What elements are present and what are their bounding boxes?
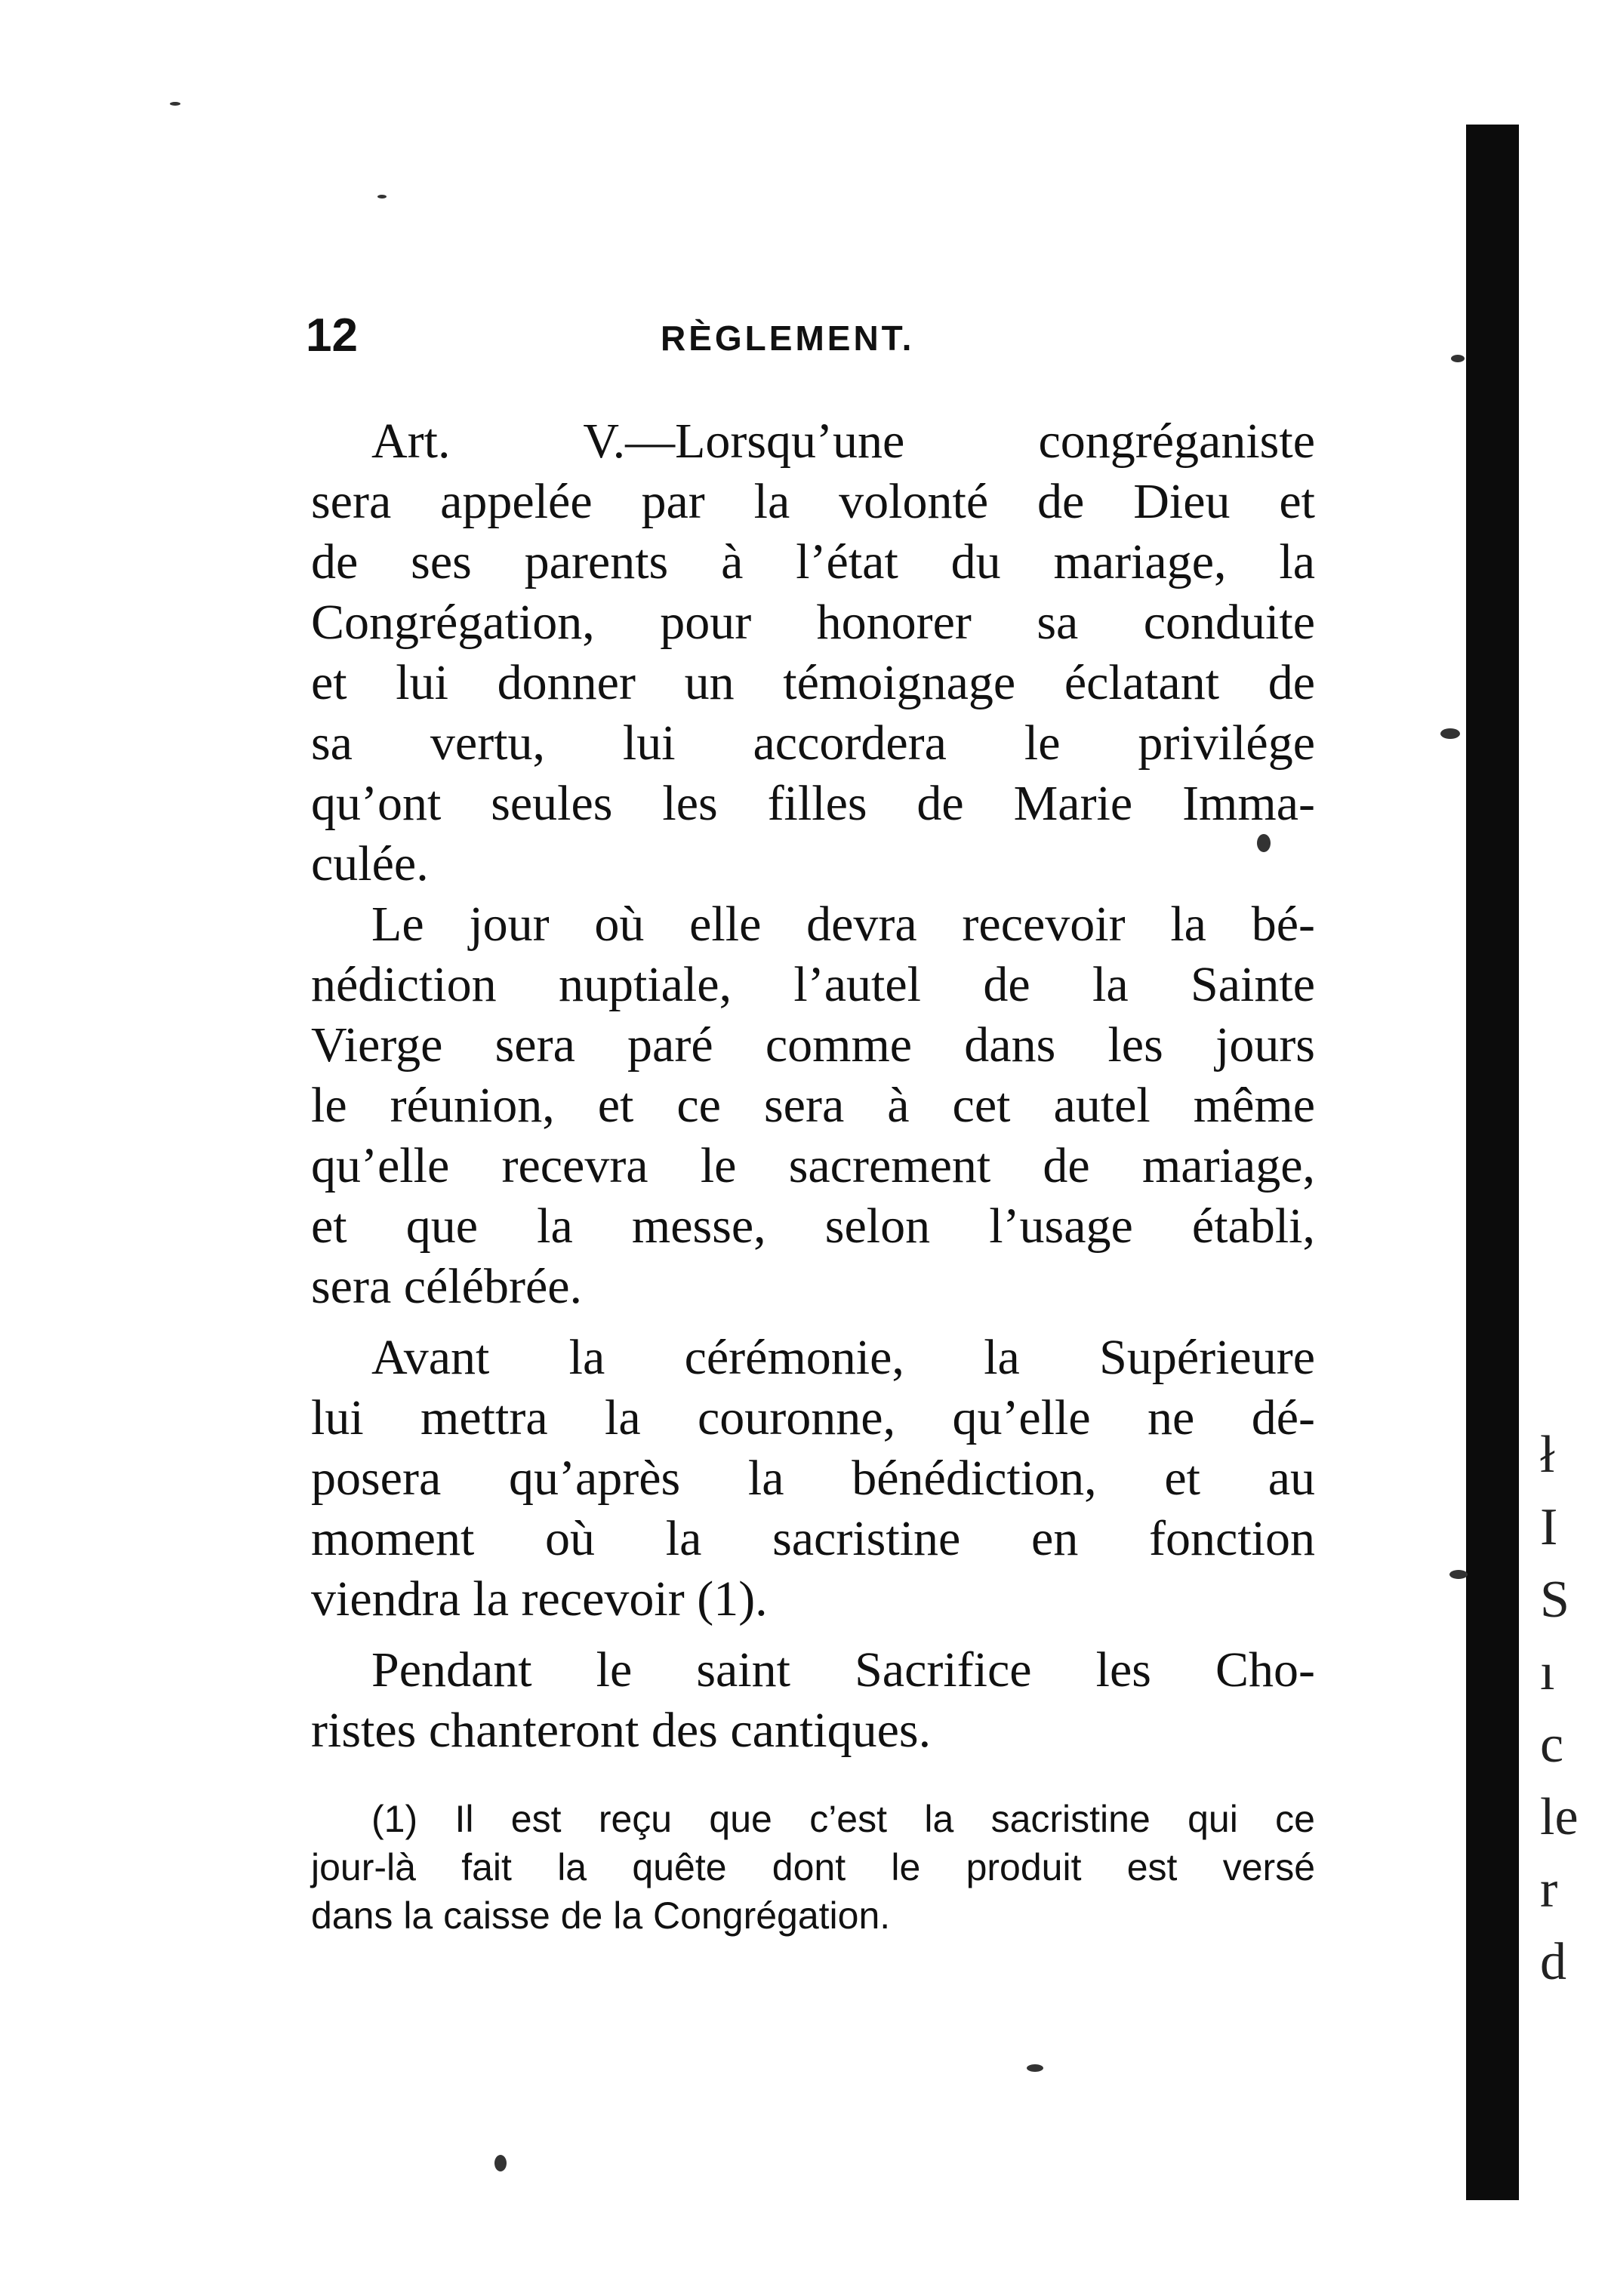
text-line: sera appelée par la volonté de Dieu et [311,474,1315,529]
adjacent-fragment: ı [1540,1643,1555,1701]
adjacent-fragment: c [1540,1716,1564,1774]
paragraph-wedding-day [311,894,1315,1317]
text-line: culée. [311,836,429,891]
text-line: Le jour où elle devra recevoir la bé- [371,897,1315,952]
adjacent-fragment: I [1540,1498,1558,1556]
print-speck [1257,834,1271,852]
print-speck [1451,355,1465,362]
footnote-line: jour-là fait la quête dont le produit est versé [311,1846,1315,1888]
adjacent-fragment: le [1540,1788,1579,1846]
text-line: qu’ont seules les filles de Marie Imma- [311,776,1315,831]
adjacent-fragment: S [1540,1571,1569,1629]
text-line: lui mettra la couronne, qu’elle ne dé- [311,1390,1315,1445]
paragraph-article-v [311,411,1315,894]
paragraph-sacrifice [311,1640,1315,1761]
paragraph-gap [311,1630,1315,1640]
print-speck [377,195,387,199]
paragraph-ceremony [311,1328,1315,1630]
text-line: le réunion, et ce sera à cet autel même [311,1078,1315,1133]
footnote [311,1795,1315,1940]
text-line: sa vertu, lui accordera le privilége [311,716,1315,771]
text-line: et lui donner un témoignage éclatant de [311,655,1315,710]
text-line: Pendant le saint Sacrifice les Cho- [371,1642,1315,1697]
adjacent-page-fragments [1540,1419,1593,1999]
text-line: posera qu’après la bénédiction, et au [311,1451,1315,1506]
print-speck [1440,728,1460,739]
text-line: Vierge sera paré comme dans les jours [311,1017,1315,1073]
text-line: sera célébrée. [311,1259,583,1314]
text-line: Art. V.—Lorsqu’une congréganiste [371,414,1315,469]
text-line: et que la messe, selon l’usage établi, [311,1199,1315,1254]
print-speck [1449,1570,1468,1579]
page-number: 12 [306,309,358,362]
print-speck [1027,2064,1043,2072]
footnote-line: (1) Il est reçu que c’est la sacristine qui ce [371,1798,1315,1840]
text-line: viendra la recevoir (1). [311,1571,768,1627]
text-line: qu’elle recevra le sacrement de mariage, [311,1138,1315,1193]
running-head: RÈGLEMENT. [661,319,915,358]
text-line: nédiction nuptiale, l’autel de la Sainte [311,957,1315,1012]
text-line: ristes chanteront des cantiques. [311,1703,932,1758]
adjacent-fragment: d [1540,1933,1566,1991]
footnote-line: dans la caisse de la Congrégation. [311,1894,891,1937]
paragraph-gap [311,1317,1315,1328]
body-text [311,411,1315,1761]
text-line: moment où la sacristine en fonction [311,1511,1315,1566]
text-line: Congrégation, pour honorer sa conduite [311,595,1315,650]
print-speck [170,102,180,106]
text-line: Avant la cérémonie, la Supérieure [371,1330,1315,1385]
print-speck [494,2155,507,2171]
page-header [306,306,1317,366]
adjacent-fragment: ł [1540,1426,1555,1484]
text-line: de ses parents à l’état du mariage, la [311,534,1315,589]
binding-edge-shadow [1466,125,1519,2200]
adjacent-fragment: r [1540,1860,1558,1919]
